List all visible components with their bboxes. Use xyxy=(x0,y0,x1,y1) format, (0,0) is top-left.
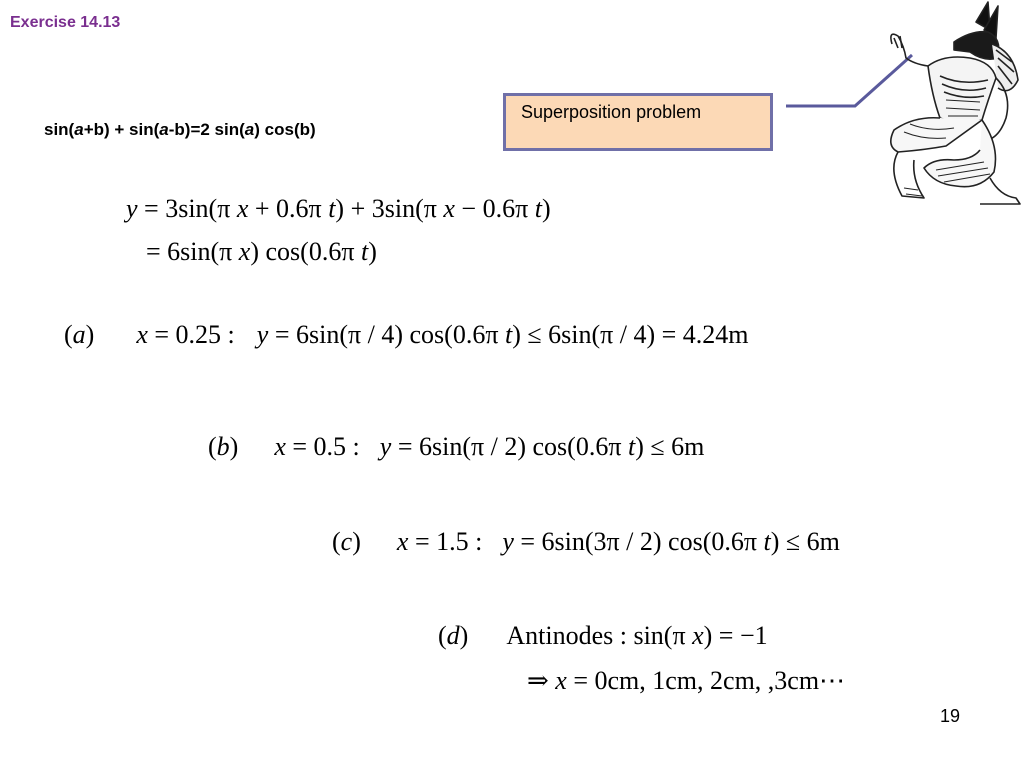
trig-identity: sin(a+b) + sin(a-b)=2 sin(a) cos(b) xyxy=(44,120,316,139)
equation-superposition: y = 3sin(π x + 0.6π t) + 3sin(π x − 0.6π t) xyxy=(126,194,551,223)
superposition-callout xyxy=(503,93,773,151)
part-d-antinode-positions: ⇒ x = 0cm, 1cm, 2cm, ,3cm⋯ xyxy=(527,666,846,695)
anubis-illustration xyxy=(884,0,1024,205)
part-d: (d) Antinodes : sin(π x) = −1 xyxy=(438,621,768,650)
part-a: (a) x = 0.25 : y = 6sin(π / 4) cos(0.6π t) ≤ 6sin(π / 4) = 4.24m xyxy=(64,320,749,349)
part-c: (c) x = 1.5 : y = 6sin(3π / 2) cos(0.6π t) ≤ 6m xyxy=(332,527,840,556)
page-number: 19 xyxy=(939,706,960,726)
exercise-title: Exercise 14.13 xyxy=(10,14,121,31)
callout-label: Superposition problem xyxy=(521,102,702,122)
part-b: (b) x = 0.5 : y = 6sin(π / 2) cos(0.6π t) ≤ 6m xyxy=(208,432,705,461)
equation-standing-wave: = 6sin(π x) cos(0.6π t) xyxy=(146,237,377,266)
